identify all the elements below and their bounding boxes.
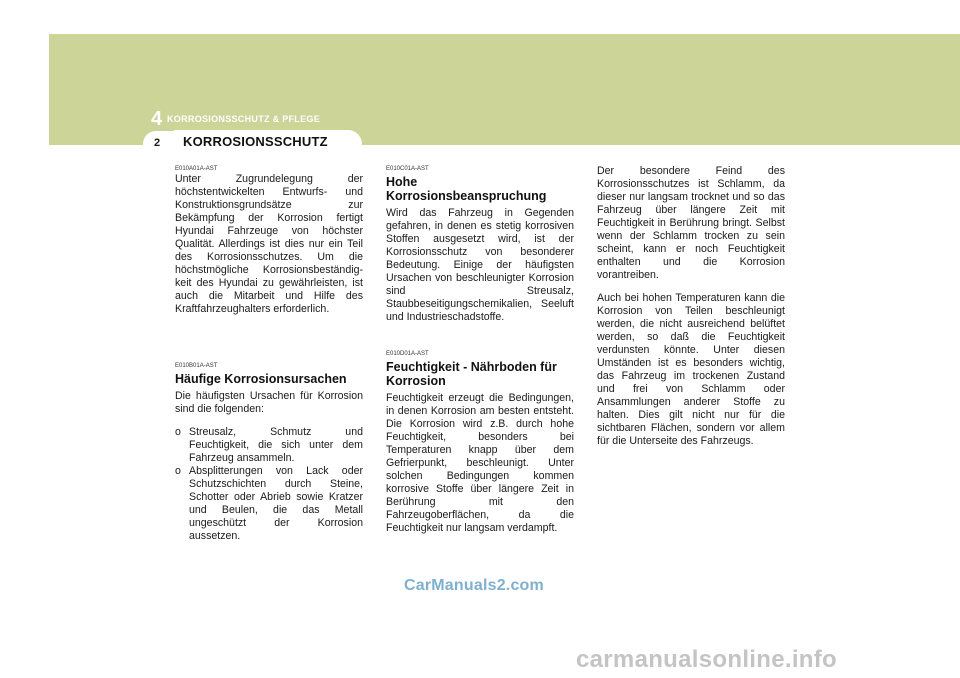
list-item-text: Absplitterungen von Lack oder Schutzschichten durch Steine, Schotter oder Abrieb sowie Kratzer und Beulen, die das Metall ungeschützt der Korrosion aussetzen. xyxy=(189,465,363,542)
heading-moisture: Feuchtigkeit - Nährboden für Korrosion xyxy=(386,360,557,388)
section-code: E010C01A-AST xyxy=(386,166,429,172)
chapter-number: 4 xyxy=(151,108,163,130)
bullet-marker: o xyxy=(175,426,181,438)
list-item xyxy=(175,465,363,543)
high-corrosion-paragraph: Wird das Fahrzeug in Gegenden gefahren, in denen es stetig korrosiven Stoffen ausgesetzt wird, ist der Korrosionsschutz von besonderer Bedeutung. Einige der häufigsten Ursachen von beschleunigter Korrosion sind Streusalz, Staubbeseitigungschemikalien, Seeluft und Industrieschadstoffe. xyxy=(386,207,574,323)
causes-list xyxy=(175,426,363,543)
list-item xyxy=(175,426,363,465)
causes-intro: Die häufigsten Ursachen für Korrosion sind die folgenden: xyxy=(175,390,363,415)
intro-paragraph: Unter Zugrundelegung der höchstentwickelten Entwurfs- und Konstruktionsgrundsätze zur Bekämpfung der Korrosion fertigt Hyundai Fahrzeuge von höchster Qualität. Allerdings ist dies nur ein Teil des Korrosionsschutzes. Um die höchstmögliche Korrosionsbeständig-keit des Hyundai zu gewährleisten, ist auch die Mitarbeit und Hilfe des Kraftfahrzeughalters erforderlich. xyxy=(175,173,363,315)
watermark-carmanuals2: CarManuals2.com xyxy=(404,577,544,594)
watermark-carmanualsonline: carmanualsonline.info xyxy=(576,646,838,673)
page-number: 2 xyxy=(154,137,161,149)
spacer xyxy=(597,282,785,292)
heading-high-corrosion: Hohe Korrosionsbeanspruchung xyxy=(386,175,547,203)
list-item-text: Streusalz, Schmutz und Feuchtigkeit, die sich unter dem Fahrzeug ansammeln. xyxy=(189,426,363,464)
mud-paragraph: Der besondere Feind des Korrosionsschutzes ist Schlamm, da dieser nur langsam trocknet und so das Fahrzeug über längere Zeit mit Feuchtigkeit in Berührung bringt. Selbst wenn der Schlamm trocken zu sein scheint, kann er noch Feuchtigkeit enthalten und die Korrosion vorantreiben. xyxy=(597,165,785,281)
chapter-title: KORROSIONSSCHUTZ & PFLEGE xyxy=(167,114,321,124)
header-band xyxy=(49,34,960,145)
section-code: E010D01A-AST xyxy=(386,351,429,357)
column-2 xyxy=(386,165,574,535)
column-1 xyxy=(175,165,363,543)
section-code: E010A01A-AST xyxy=(175,166,218,172)
column-3 xyxy=(597,165,785,448)
spacer xyxy=(386,324,574,350)
section-code: E010B01A-AST xyxy=(175,363,218,369)
spacer xyxy=(175,316,363,362)
temperature-paragraph: Auch bei hohen Temperaturen kann die Korrosion von Teilen beschleunigt werden, die nicht ausreichend belüftet werden, so daß die Feuchtigkeit verdunsten könnte. Unter diesen Umständen ist es besonders wichtig, das Fahrzeug im trockenen Zustand und frei von Schlamm oder Ansammlungen anderer Stoffe zu halten. Dies gilt nicht nur für die sichtbaren Flächen, sondern vor allem für die Unterseite des Fahrzeugs. xyxy=(597,292,785,447)
bullet-marker: o xyxy=(175,465,181,477)
moisture-paragraph: Feuchtigkeit erzeugt die Bedingungen, in denen Korrosion am besten entsteht. Die Korrosion wird z.B. durch hohe Feuchtigkeit, besonders bei Temperaturen knapp über dem Gefrierpunkt, beschleunigt. Unter solchen Bedingungen kommen korrosive Stoffe über längere Zeit in Berührung mit den Fahrzeugoberflächen, da die Feuchtigkeit nur langsam verdampft. xyxy=(386,392,574,534)
heading-common-causes: Häufige Korrosionsursachen xyxy=(175,372,347,386)
section-title: KORROSIONSSCHUTZ xyxy=(183,134,328,149)
